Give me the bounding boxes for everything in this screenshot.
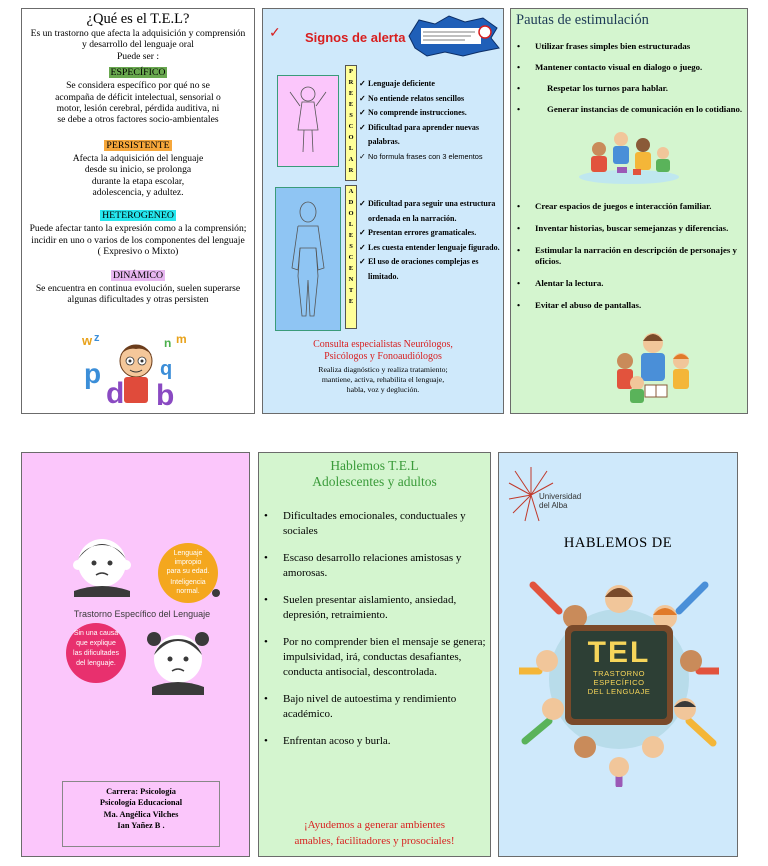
consult-specialists: Consulta especialistas Neurólogos, Psicólogos y Fonoaudiólogos xyxy=(313,339,453,362)
girl-outline-icon xyxy=(278,76,338,166)
svg-text:d: d xyxy=(106,377,125,409)
list-item: • Utilizar frases simples bien estructuradas xyxy=(517,41,745,52)
tips-list-a xyxy=(517,41,745,125)
list-item: ✓ Presentan errores gramaticales. xyxy=(359,226,501,241)
check-icon: ✓ xyxy=(269,26,281,41)
list-item: • Respetar los turnos para hablar. xyxy=(517,83,745,94)
list-item: • Dificultades emocionales, conductuales y sociales xyxy=(264,509,488,539)
children-playing-illustration xyxy=(577,127,681,185)
svg-text:n: n xyxy=(164,336,172,350)
warning-badge-icon xyxy=(405,14,501,58)
panel-warning-signs xyxy=(262,8,504,414)
svg-text:w: w xyxy=(82,333,93,348)
art-caption: Trastorno Específico del Lenguaje xyxy=(73,609,211,619)
list-item: • Alentar la lectura. xyxy=(517,278,745,289)
family-reading-illustration xyxy=(605,325,701,407)
list-item: • Generar instancias de comunicación en lo cotidiano. xyxy=(517,104,745,115)
section-label: ESPECÍFICO xyxy=(110,67,166,79)
consult-description: Realiza diagnóstico y realiza tratamiento; mantiene, activa, rehabilita el lenguaje, habla, voz y deglución. xyxy=(318,365,448,394)
list-item: ✓ Dificultad para seguir una estructura ordenada en la narración. xyxy=(359,197,501,226)
svg-text:p: p xyxy=(84,358,102,389)
credits-box: Carrera: Psicología Psicología Educacional Ma. Angélica Vilches Ian Yañez B . xyxy=(62,781,220,847)
adolescent-signs-list xyxy=(359,197,501,284)
tel-title: TEL xyxy=(587,636,651,669)
bubble1-line: normal. xyxy=(176,588,200,595)
bubble1-line: Lenguaje xyxy=(173,550,203,557)
child-letters-illustration xyxy=(80,331,188,409)
section-dinamico: DINÁMICO Se encuentra en continua evolución, suelen superarse algunas dificultades y otras persisten xyxy=(35,269,241,306)
list-item: • Estimular la narración en descripción de personajes y oficios. xyxy=(517,245,745,267)
call-to-action: ¡Ayudemos a generar ambientes amables, facilitadores y prosociales! xyxy=(294,819,455,847)
list-item: ✓ No formula frases con 3 elementos xyxy=(359,150,501,165)
preschool-bar: P R E E S C O L A R xyxy=(345,65,357,181)
section-especifico: ESPECÍFICO Se considera específico por qué no se acompaña de déficit intelectual, sensorial o motor, lesión cerebral, pérdida auditiva, ni se debe a otros factores socio-ambientales xyxy=(55,67,221,126)
section-heterogeneo: HETEROGENEO Puede afectar tanto la expresión como a la comprensión; incidir en uno o varios de los componentes del lenguaje ( Expresivo o Mixto) xyxy=(29,210,247,258)
list-item: • Escaso desarrollo relaciones amistosas y amorosas. xyxy=(264,551,488,581)
difficulties-list xyxy=(264,509,488,761)
list-item: • Evitar el abuso de pantallas. xyxy=(517,300,745,311)
bubble1-line: para su edad. xyxy=(166,568,210,575)
panel-adolescents-adults xyxy=(258,452,491,857)
preschool-signs-list xyxy=(359,77,501,164)
svg-text:b: b xyxy=(156,379,175,409)
panel-cover xyxy=(498,452,738,857)
section-label: HETEROGENEO xyxy=(102,210,174,222)
list-item: • Bajo nivel de autoestima y rendimiento académico. xyxy=(264,692,488,722)
list-item: • Suelen presentar aislamiento, ansiedad, depresión, retraimiento. xyxy=(264,593,488,623)
panel-title: Hablemos T.E.L Adolescentes y adultos xyxy=(312,458,437,489)
adolescent-figure xyxy=(275,187,341,331)
preschool-figure xyxy=(277,75,339,167)
tel-board xyxy=(568,625,670,719)
panel-title: Pautas de estimulación xyxy=(516,12,649,28)
university-name: Universidad del Alba xyxy=(539,492,582,510)
tel-children-infographic xyxy=(56,531,228,711)
list-item: • Por no comprender bien el mensaje se genera; impulsividad, irá, conductas desafiantes, conducta antisocial, descontrolada. xyxy=(264,635,488,680)
bubble2-line: las dificultades xyxy=(73,650,119,657)
svg-text:z: z xyxy=(94,332,100,344)
panel-heading: Signos de alerta xyxy=(305,30,406,45)
list-item: • Mantener contacto visual en dialogo o juego. xyxy=(517,62,745,73)
section-label: PERSISTENTE xyxy=(106,139,170,151)
bubble1-line: Inteligencia xyxy=(170,579,206,586)
tips-list-b xyxy=(517,201,745,321)
list-item: • Inventar historias, buscar semejanzas y diferencias. xyxy=(517,223,745,234)
section-label: DINÁMICO xyxy=(112,269,164,281)
list-item: ✓ Dificultad para aprender nuevas palabras. xyxy=(359,121,501,150)
list-item: ✓ Les cuesta entender lenguaje figurado. xyxy=(359,241,501,256)
bubble2-line: que explique xyxy=(76,640,116,647)
panel-what-is-tel xyxy=(21,8,255,414)
cover-heading: HABLEMOS DE xyxy=(563,535,673,551)
bubble2-line: Sin una causa xyxy=(73,630,119,637)
list-item: ✓ No entiende relatos sencillos xyxy=(359,92,501,107)
panel-stimulation-guidelines xyxy=(510,8,748,414)
bubble2-line: del lenguaje. xyxy=(76,660,116,667)
svg-text:m: m xyxy=(176,332,187,346)
tel-subtitle: TRASTORNO ESPECÍFICO DEL LENGUAJE xyxy=(587,669,651,696)
list-item: ✓ Lenguaje deficiente xyxy=(359,77,501,92)
adolescent-bar: A D O L E S C E N T E xyxy=(345,185,357,329)
list-item: ✓ El uso de oraciones complejas es limitado. xyxy=(359,255,501,284)
list-item: • Crear espacios de juegos e interacción familiar. xyxy=(517,201,745,212)
bubble1-line: impropio xyxy=(174,559,202,566)
boy-outline-icon xyxy=(276,188,340,330)
svg-text:q: q xyxy=(160,358,173,380)
panel-title: ¿Qué es el T.E.L? xyxy=(86,11,190,27)
list-item: ✓ No comprende instrucciones. xyxy=(359,106,501,121)
intro-text: Es un trastorno que afecta la adquisición y comprensión y desarrollo del lenguaje oral Puede ser : xyxy=(30,28,246,62)
section-persistente: PERSISTENTE Afecta la adquisición del lenguaje desde su inicio, se prolonga durante la etapa escolar, adolescencia, y adultez. xyxy=(72,139,204,199)
list-item: • Enfrentan acoso y burla. xyxy=(264,734,488,749)
panel-tel-definition-art xyxy=(21,452,250,857)
